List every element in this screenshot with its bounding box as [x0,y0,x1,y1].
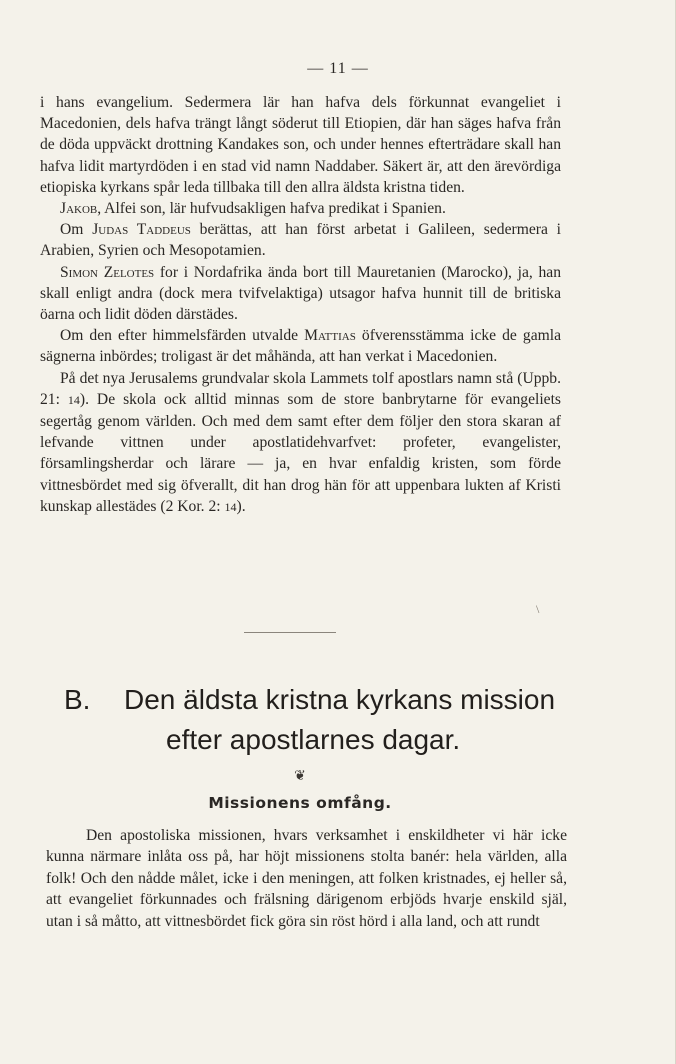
small-caps-name: Judas Taddeus [92,221,191,239]
small-caps-name: Simon Zelotes [60,263,155,281]
paragraph [40,219,561,261]
verse-ref: 14 [224,499,237,514]
page-number: — 11 — [307,60,369,77]
text-run: berättas, att han först arbetat i Galileen, sedermera i Arabien, Syrien och Mesopotamien. [40,221,561,260]
body-text-continued [46,825,567,932]
text-run: Om den efter himmelsfärden utvalde [60,327,305,345]
paragraph [40,198,561,219]
text-run: , Alfei son, lär hufvudsakligen hafva predikat i Spanien. [97,200,446,218]
stray-mark: \ [536,602,540,616]
section-divider [244,632,336,633]
paragraph [40,325,561,367]
text-run: öfverensstämma icke de gamla sägnerna inbördes; troligast är det måhända, att han verkat i Macedonien. [40,327,561,366]
text-run: På det nya Jerusalems grundvalar skola Lammets tolf apostlars namn stå (Uppb. 21: [40,369,561,408]
text-run: for i Nordafrika ända bort till Mauretanien (Marocko), ja, han skall enligt andra (dock mera tvifvelaktiga) utsagor hafva hunnit till de britiska öarna och lidit döden därstädes. [40,263,561,324]
paragraph [40,262,561,326]
text-run: i hans evangelium. Sedermera lär han hafva dels förkunnat evangeliet i Macedonien, dels hafva trängt långt söderut till Etiopien, där han säges hafva från de döda uppväckt drottning Kandakes son, och under hennes efterträdare skall han hafva lidit martyrdöden i en stad vid namn Naddaber. Säkert är, att den ärevördiga etiopiska kyrkans spår leda tillbaka till den allra äldsta kristna tiden. [40,94,561,196]
small-caps-name: Mattias [304,327,356,345]
fleuron-ornament-icon: ❦ [294,769,306,784]
verse-ref: 14 [67,392,80,407]
subsection-heading: Missionens omfång. [208,794,392,812]
heading-line-1: Den äldsta kristna kyrkans mission [124,684,556,715]
paragraph [40,92,561,198]
section-letter: B. [64,684,91,715]
small-caps-name: Jakob [60,200,98,218]
paragraph: Den apostoliska missionen, hvars verksamhet i enskildheter vi här icke kunna närmare inlåta oss på, har höjt missionens stolta banér: hela världen, alla folk! Och den nådde målet, icke i den meningen, att folken kristnades, ej heller så, att evangeliet förkunnades och frälsning därigenom erbjöds hvarje enskild själ, utan i så måtto, att vittnesbördet fick göra sin röst hörd i alla land, och att rundt [46,827,567,930]
text-run: ). [236,497,246,515]
body-text [40,92,561,518]
text-run: Om [60,221,93,239]
heading-line-2: efter apostlarnes dagar. [166,724,461,755]
paragraph [40,368,561,518]
text-run: ). De skola ock alltid minnas som de store banbrytarne för evangeliets segertåg genom världen. Och med dem samt efter dem följer den stora skaran af lefvande vittnen under apostlatidehvarfvet: profeter, evangelister, församlingsherdar och lärare — ja, en hvar enfaldig kristen, som förde vittnesbördet med sig öfverallt, dit han drog hän för att uppenbara lukten af Kristi kunskap allestädes (2 Kor. 2: [40,390,562,515]
